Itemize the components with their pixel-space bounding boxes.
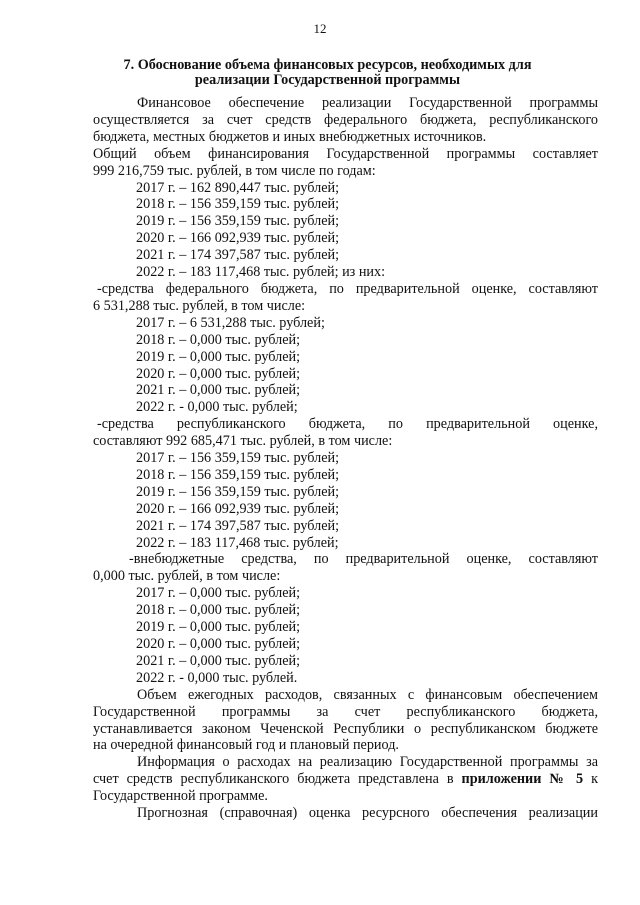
annual-line-2: Государственной программы за счет республиканского бюджета, (93, 703, 598, 720)
total-year-2017: 2017 г. – 162 890,447 тыс. рублей; (136, 179, 340, 196)
total-year-2022: 2022 г. – 183 117,468 тыс. рублей; из них: (136, 264, 386, 281)
total-line-2: 999 216,759 тыс. рублей, в том числе по годам: (93, 162, 376, 179)
federal-year-2019: 2019 г. – 0,000 тыс. рублей; (136, 348, 301, 365)
appendix-reference: приложении № 5 (461, 771, 584, 788)
annual-line-3: устанавливается законом Чеченской Республики о республиканском бюджете (93, 720, 598, 737)
intro-line-3: бюджета, местных бюджетов и иных внебюджетных источников. (93, 128, 487, 145)
republic-year-2021: 2021 г. – 174 397,587 тыс. рублей; (136, 517, 340, 534)
republic-year-2018: 2018 г. – 156 359,159 тыс. рублей; (136, 466, 340, 483)
republic-line-2: составляют 992 685,471 тыс. рублей, в том числе: (93, 433, 393, 450)
federal-year-2018: 2018 г. – 0,000 тыс. рублей; (136, 331, 301, 348)
section-title-line-2: реализации Государственной программы (194, 72, 461, 88)
total-year-2019: 2019 г. – 156 359,159 тыс. рублей; (136, 213, 340, 230)
republic-year-2017: 2017 г. – 156 359,159 тыс. рублей; (136, 450, 340, 467)
federal-line-1: -средства федерального бюджета, по предварительной оценке, составляют (97, 280, 598, 297)
intro-line-1: Финансовое обеспечение реализации Государственной программы (137, 95, 598, 111)
offbudget-year-2018: 2018 г. – 0,000 тыс. рублей; (136, 602, 301, 619)
total-year-2020: 2020 г. – 166 092,939 тыс. рублей; (136, 230, 340, 247)
section-title (80, 58, 575, 88)
republic-line-1: -средства республиканского бюджета, по предварительной оценке, (97, 416, 598, 433)
offbudget-year-2021: 2021 г. – 0,000 тыс. рублей; (136, 652, 301, 669)
info-line-1: Информация о расходах на реализацию Государственной программы за (137, 754, 598, 771)
offbudget-year-2020: 2020 г. – 0,000 тыс. рублей; (136, 636, 301, 652)
republic-year-2019: 2019 г. – 156 359,159 тыс. рублей; (136, 483, 340, 500)
federal-year-2017: 2017 г. – 6 531,288 тыс. рублей; (136, 314, 325, 331)
total-line-1: Общий объем финансирования Государственной программы составляет (93, 145, 598, 162)
forecast-line-1: Прогнозная (справочная) оценка ресурсного обеспечения реализации (137, 805, 598, 822)
offbudget-year-2019: 2019 г. – 0,000 тыс. рублей; (136, 619, 301, 636)
info-line-2-tail: к (583, 771, 598, 788)
intro-line-2: осуществляется за счет средств федерального бюджета, республиканского (93, 111, 598, 128)
federal-year-2020: 2020 г. – 0,000 тыс. рублей; (136, 365, 301, 382)
federal-line-2: 6 531,288 тыс. рублей, в том числе: (93, 297, 306, 314)
offbudget-line-2: 0,000 тыс. рублей, в том числе: (93, 568, 281, 585)
republic-year-2022: 2022 г. – 183 117,468 тыс. рублей; (136, 534, 339, 551)
federal-year-2021: 2021 г. – 0,000 тыс. рублей; (136, 382, 301, 399)
page-number: 12 (313, 21, 327, 36)
annual-line-4: на очередной финансовый год и плановый период. (93, 737, 399, 754)
info-line-3: Государственной программе. (93, 788, 268, 805)
total-year-2018: 2018 г. – 156 359,159 тыс. рублей; (136, 196, 340, 213)
info-line-2-text: счет средств республиканского бюджета представлена в (93, 771, 462, 788)
republic-year-2020: 2020 г. – 166 092,939 тыс. рублей; (136, 500, 340, 517)
offbudget-line-1: -внебюджетные средства, по предварительной оценке, составляют (129, 551, 598, 568)
annual-line-1: Объем ежегодных расходов, связанных с финансовым обеспечением (137, 686, 598, 703)
offbudget-year-2022: 2022 г. - 0,000 тыс. рублей. (136, 669, 298, 686)
document-body (93, 95, 598, 822)
section-title-line-1: 7. Обоснование объема финансовых ресурсов, необходимых для (123, 57, 532, 73)
info-line-2 (93, 771, 598, 788)
offbudget-year-2017: 2017 г. – 0,000 тыс. рублей; (136, 585, 301, 602)
total-year-2021: 2021 г. – 174 397,587 тыс. рублей; (136, 247, 340, 264)
federal-year-2022: 2022 г. - 0,000 тыс. рублей; (136, 399, 298, 416)
